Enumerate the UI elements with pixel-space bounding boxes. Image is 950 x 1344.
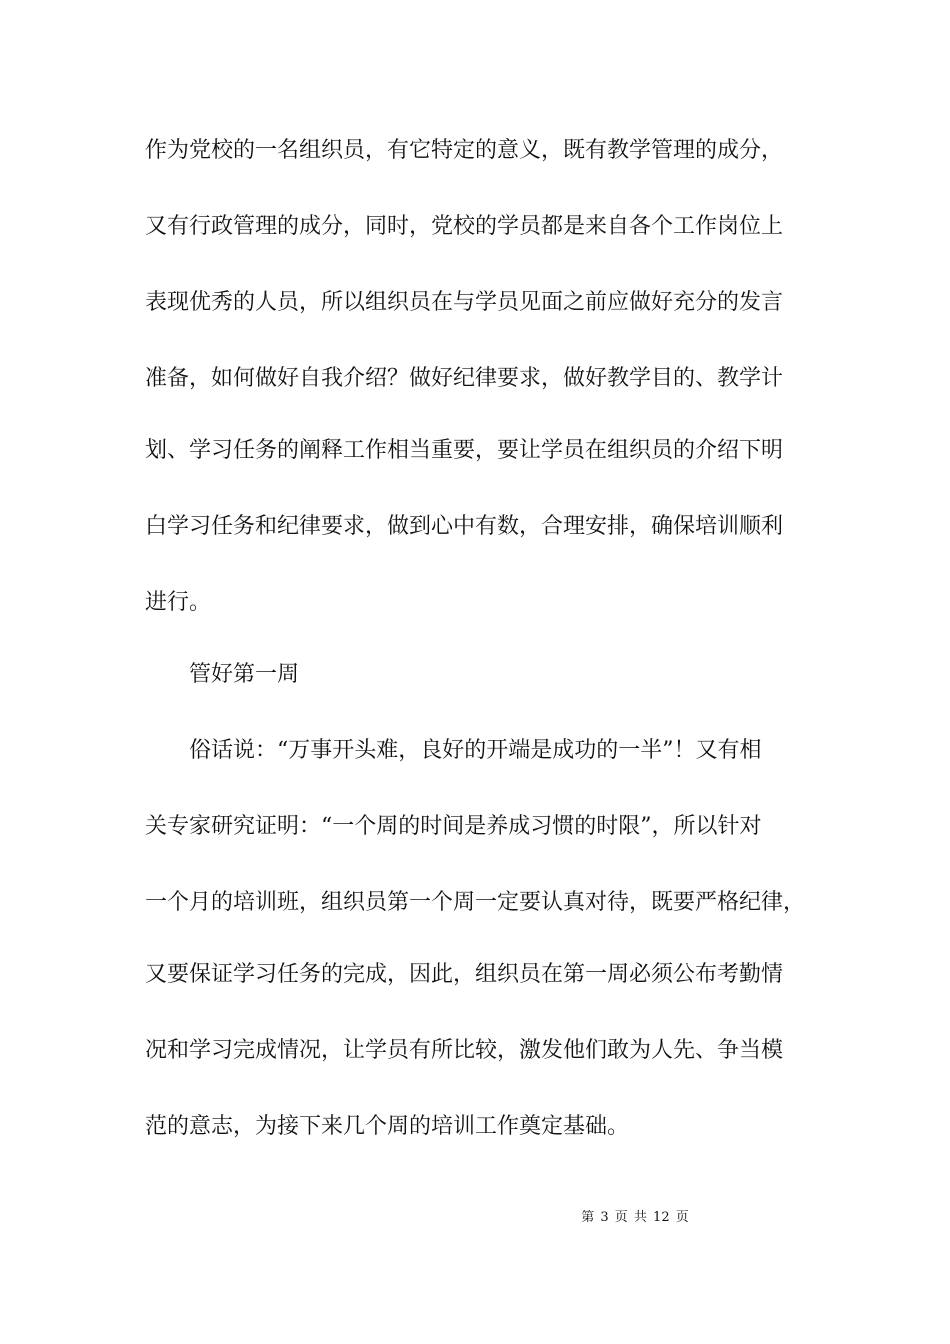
paragraph-2-line-3: 一个月的培训班，组织员第一个周一定要认真对待，既要严格纪律， bbox=[145, 890, 806, 915]
paragraph-1-line-1: 作为党校的一名组织员，有它特定的意义，既有教学管理的成分， bbox=[145, 138, 784, 163]
paragraph-1-line-5: 划、学习任务的阐释工作相当重要，要让学员在组织员的介绍下明 bbox=[145, 438, 784, 463]
paragraph-2-line-4: 又要保证学习任务的完成，因此，组织员在第一周必须公布考勤情 bbox=[145, 962, 784, 987]
paragraph-2-line-2: 关专家研究证明：“一个周的时间是养成习惯的时限”，所以针对 bbox=[145, 814, 762, 839]
paragraph-1-line-2: 又有行政管理的成分，同时，党校的学员都是来自各个工作岗位上 bbox=[145, 214, 784, 239]
paragraph-1-line-4: 准备，如何做好自我介绍？做好纪律要求，做好教学目的、教学计 bbox=[145, 366, 784, 391]
section-heading: 管好第一周 bbox=[189, 662, 300, 687]
paragraph-2-line-1: 俗话说：“万事开头难，良好的开端是成功的一半”！又有相 bbox=[189, 738, 762, 763]
paragraph-1-line-6: 白学习任务和纪律要求，做到心中有数，合理安排，确保培训顺利 bbox=[145, 514, 784, 539]
paragraph-2-line-6: 范的意志，为接下来几个周的培训工作奠定基础。 bbox=[145, 1114, 630, 1139]
paragraph-1-line-7: 进行。 bbox=[145, 590, 212, 615]
paragraph-2-line-5: 况和学习完成情况，让学员有所比较，激发他们敢为人先、争当模 bbox=[145, 1038, 784, 1063]
paragraph-1-line-3: 表现优秀的人员，所以组织员在与学员见面之前应做好充分的发言 bbox=[145, 290, 784, 315]
page-number-footer: 第 3 页 共 12 页 bbox=[581, 1210, 689, 1225]
